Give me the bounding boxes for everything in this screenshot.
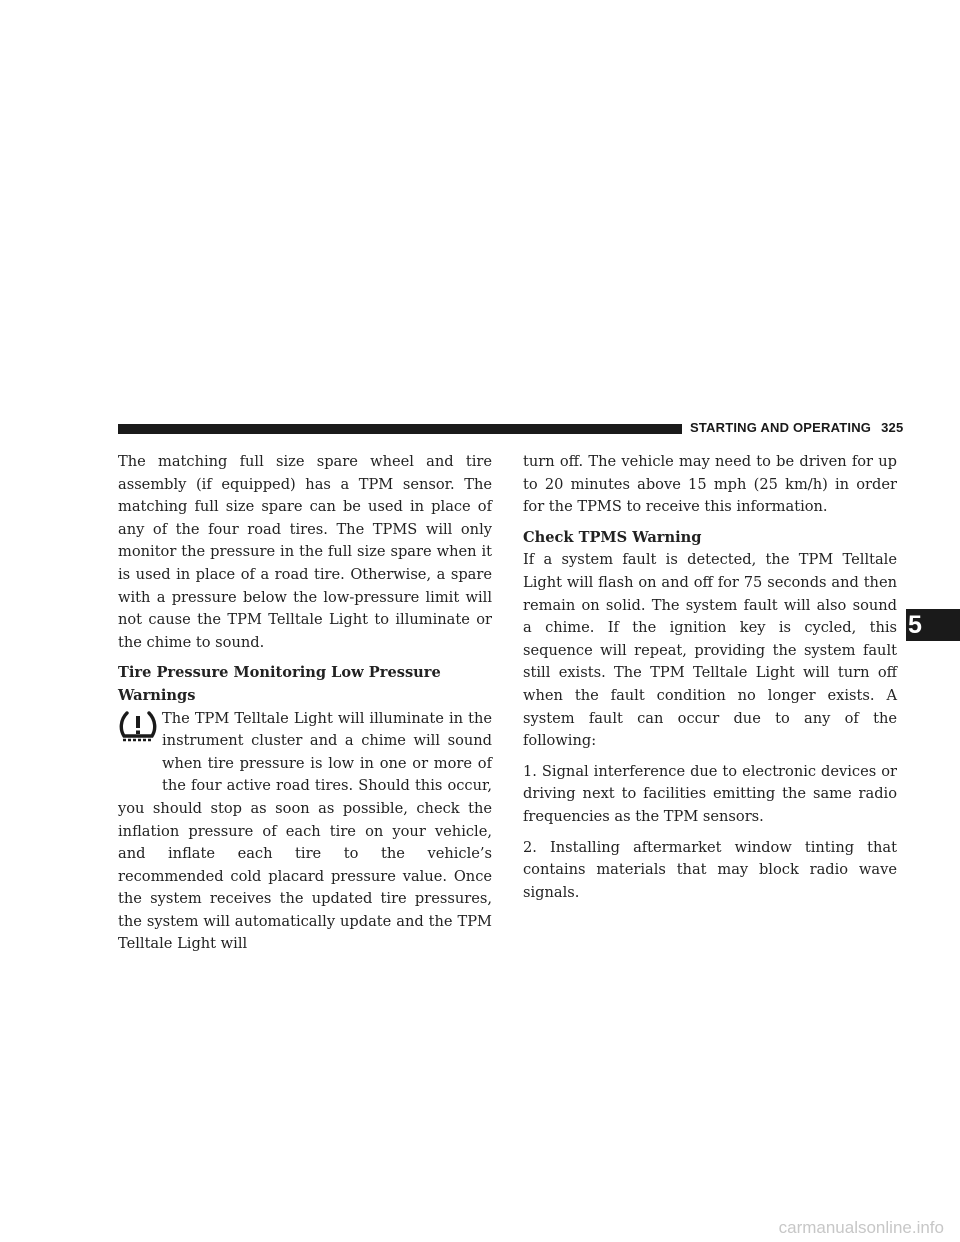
- continued-paragraph: turn off. The vehicle may need to be driven for up to 20 minutes above 15 mph (25 km/h) in order for the TPMS to receive this information.: [523, 453, 897, 516]
- low-pressure-block: [118, 708, 492, 957]
- section-title: STARTING AND OPERATING: [690, 420, 872, 435]
- right-column: [523, 451, 897, 904]
- fault-item-2: 2. Installing aftermarket window tinting that contains materials that may block radio wave signals.: [523, 838, 897, 901]
- system-fault-paragraph: If a system fault is detected, the TPM Telltale Light will flash on and off for 75 seconds and then remain on solid. The system fault will also sound a chime. If the ignition key is cycled, this sequence will repeat, providing the system fault still exists. The TPM Telltale Light will turn off when the fault condition no longer exists. A system fault can occur due to any of the following:: [523, 551, 897, 750]
- tire-pressure-warning-icon: [118, 708, 158, 776]
- check-tpms-heading: Check TPMS Warning: [523, 528, 702, 546]
- page-number: 325: [881, 420, 904, 435]
- low-pressure-heading: Tire Pressure Monitoring Low Pressure Warnings: [118, 664, 441, 704]
- low-pressure-paragraph: The TPM Telltale Light will illuminate in the instrument cluster and a chime will sound when tire pressure is low in one or more of the four active road tires. Should this occur, you should stop as soon as possible, check the inflation pressure of each tire on your vehicle, and inflate each tire to the vehicle’s recommended cold placard pressure value. Once the system receives the updated tire pressures, the system will automatically update and the TPM Telltale Light will: [118, 709, 492, 953]
- left-column: [118, 451, 492, 956]
- header-rule: [118, 424, 682, 434]
- chapter-tab: 5: [906, 609, 960, 641]
- running-header: [690, 420, 903, 435]
- spare-tire-paragraph: The matching full size spare wheel and tire assembly (if equipped) has a TPM sensor. The matching full size spare can be used in place of any of the four road tires. The TPMS will only monitor the pressure in the full size spare when it is used in place of a road tire. Otherwise, a spare with a pressure below the low-pressure limit will not cause the TPM Telltale Light to illuminate or the chime to sound.: [118, 453, 492, 651]
- watermark: carmanualsonline.info: [778, 1218, 944, 1237]
- fault-item-1: 1. Signal interference due to electronic devices or driving next to facilities emitting the same radio frequencies as the TPM sensors.: [523, 762, 897, 825]
